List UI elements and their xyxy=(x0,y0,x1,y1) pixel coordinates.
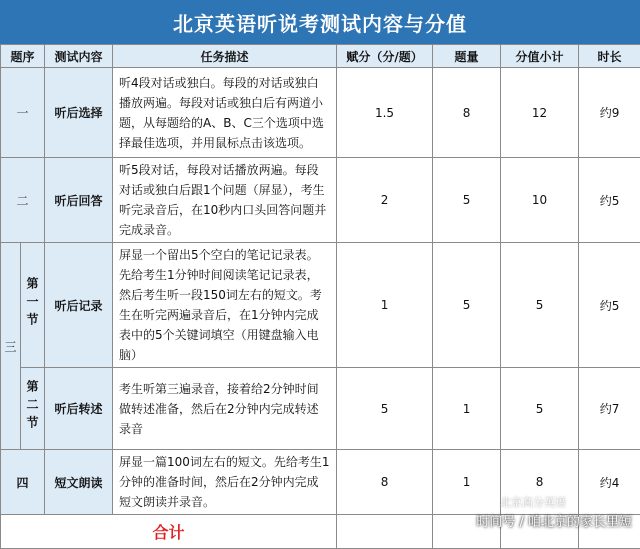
watermark-brand: 北京高分英语 xyxy=(500,494,566,510)
header-row xyxy=(1,45,640,68)
section-cell xyxy=(21,368,45,450)
table-title: 北京英语听说考测试内容与分值 xyxy=(0,0,640,44)
header-order: 题序 xyxy=(1,45,45,68)
header-content: 测试内容 xyxy=(45,45,113,68)
row-content: 听后选择 xyxy=(45,68,113,158)
header-score: 赋分（分/题） xyxy=(337,45,433,68)
row-desc: 听4段对话或独白。每段的对话或独白播放两遍。每段对话或独白后有两道小题，从每题给的A、B、C三个选项中选择最佳选项，并用鼠标点击该选项。 xyxy=(113,68,337,158)
row-content: 短文朗读 xyxy=(45,450,113,515)
header-count: 题量 xyxy=(433,45,501,68)
row-duration: 约5 xyxy=(579,158,640,243)
row-count: 1 xyxy=(433,450,501,515)
row-desc: 考生听第三遍录音，接着给2分钟时间做转述准备，然后在2分钟内完成转述录音 xyxy=(113,368,337,450)
table-row xyxy=(1,368,640,450)
row-subtotal: 10 xyxy=(501,158,579,243)
row-duration: 约5 xyxy=(579,243,640,368)
row-subtotal: 5 xyxy=(501,243,579,368)
row-subtotal: 12 xyxy=(501,68,579,158)
row-desc: 屏显一篇100词左右的短文。先给考生1分钟的准备时间，然后在2分钟内完成短文朗读并录音。 xyxy=(113,450,337,515)
row-section: 第一节 xyxy=(24,277,41,331)
row-desc: 听5段对话，每段对话播放两遍。每段对话或独白后跟1个问题（屏显），考生听完录音后，在10秒内口头回答问题并完成录音。 xyxy=(113,158,337,243)
row-score: 8 xyxy=(337,450,433,515)
row-subtotal: 8 xyxy=(501,450,579,515)
row-subtotal: 5 xyxy=(501,368,579,450)
watermark: 时间号 / 咱北京的家长里短 xyxy=(476,511,632,530)
row-score: 1 xyxy=(337,243,433,368)
row-order: 二 xyxy=(1,158,45,243)
header-subtotal: 分值小计 xyxy=(501,45,579,68)
table-row xyxy=(1,158,640,243)
total-empty-cell xyxy=(337,515,433,549)
row-duration: 约9 xyxy=(579,68,640,158)
header-desc: 任务描述 xyxy=(113,45,337,68)
row-duration: 约4 xyxy=(579,450,640,515)
row-content: 听后转述 xyxy=(45,368,113,450)
table-row xyxy=(1,68,640,158)
row-desc: 屏显一个留出5个空白的笔记记录表。先给考生1分钟时间阅读笔记记录表，然后考生听一段150词左右的短文。考生在听完两遍录音后，在1分钟内完成表中的5个关键词填空（用键盘输入电脑） xyxy=(113,243,337,368)
row-score: 5 xyxy=(337,368,433,450)
header-duration: 时长 xyxy=(579,45,640,68)
row-section: 第二节 xyxy=(24,380,41,434)
row-count: 1 xyxy=(433,368,501,450)
score-table xyxy=(0,44,640,549)
row-count: 5 xyxy=(433,243,501,368)
row-order: 三 xyxy=(1,243,21,450)
row-count: 5 xyxy=(433,158,501,243)
row-order: 四 xyxy=(1,450,45,515)
row-count: 8 xyxy=(433,68,501,158)
row-score: 1.5 xyxy=(337,68,433,158)
table-row xyxy=(1,243,640,368)
total-label: 合计 xyxy=(1,515,337,549)
row-order: 一 xyxy=(1,68,45,158)
row-score: 2 xyxy=(337,158,433,243)
section-cell xyxy=(21,243,45,368)
row-content: 听后记录 xyxy=(45,243,113,368)
row-duration: 约7 xyxy=(579,368,640,450)
row-content: 听后回答 xyxy=(45,158,113,243)
